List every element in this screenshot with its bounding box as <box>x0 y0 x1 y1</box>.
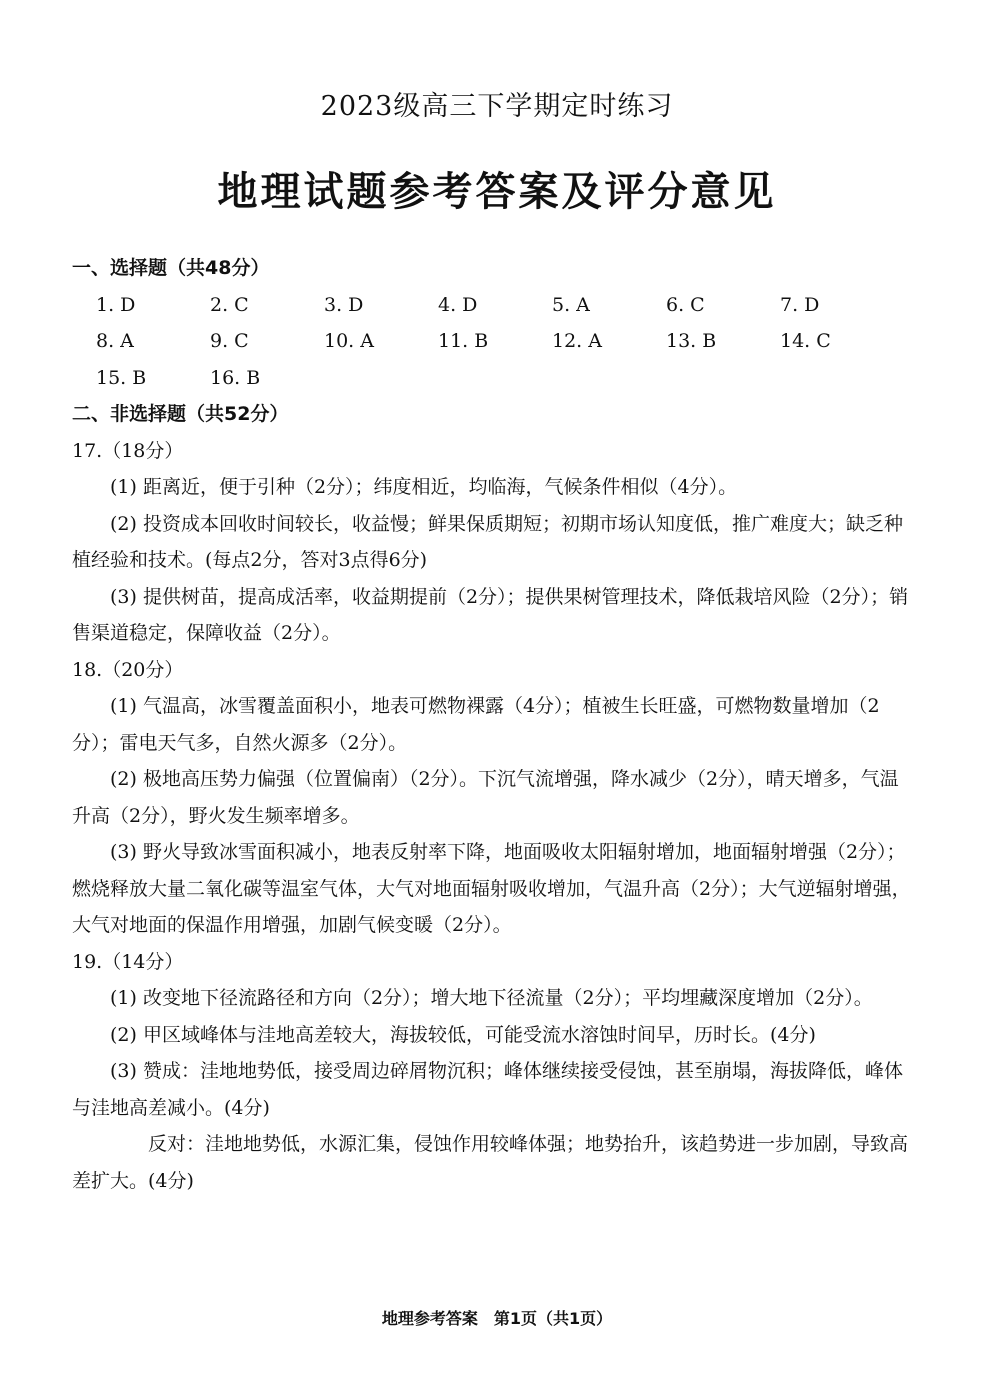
section-heading-nonchoice: 二、非选择题（共52分） <box>72 403 289 425</box>
question-17-answer-1: (1) 距离近，便于引种（2分）；纬度相近，均临海，气候条件相似（4分）。 <box>110 476 738 498</box>
question-18-answer-2: (2) 极地高压势力偏强（位置偏南）（2分）。下沉气流增强，降水减少（2分），晴天增多，气温升高（2分），野火发生频率增多。 <box>72 768 899 827</box>
page-footer: 地理参考答案 第1页（共1页） <box>381 1309 613 1328</box>
question-19-head: 19.（14分） <box>72 950 184 973</box>
choice-answer: 10. A <box>324 330 374 352</box>
question-17-answer-3: (3) 提供树苗，提高成活率，收益期提前（2分）；提供果树管理技术，降低栽培风险（2分）；销售渠道稳定，保障收益（2分）。 <box>72 585 909 644</box>
choice-answer: 15. B <box>96 366 147 389</box>
question-18-head: 18.（20分） <box>72 658 184 681</box>
choice-answer: 2. C <box>210 293 249 316</box>
choice-answer: 7. D <box>780 293 820 316</box>
question-19-answer-1: (1) 改变地下径流路径和方向（2分）；增大地下径流量（2分）；平均埋藏深度增加（2分）。 <box>110 987 873 1009</box>
answer-content <box>72 250 912 1199</box>
question-18-answer-1: (1) 气温高，冰雪覆盖面积小，地表可燃物裸露（4分）；植被生长旺盛，可燃物数量增加（2分）；雷电天气多，自然火源多（2分）。 <box>72 695 880 754</box>
choice-answer: 6. C <box>666 293 705 316</box>
choice-answer: 14. C <box>780 330 831 352</box>
choice-answer: 8. A <box>96 330 134 352</box>
choice-answer: 13. B <box>666 330 717 352</box>
question-19-answer-2: (2) 甲区域峰体与洼地高差较大，海拔较低，可能受流水溶蚀时间早，历时长。(4分) <box>110 1023 816 1046</box>
question-18-answer-3: (3) 野火导致冰雪面积减小，地表反射率下降，地面吸收太阳辐射增加，地面辐射增强（2分）；燃烧释放大量二氧化碳等温室气体，大气对地面辐射吸收增加，气温升高（2分）；大气逆辐射增强，大气对地面的保温作用增强，加剧气候变暖（2分）。 <box>72 841 911 936</box>
question-17-answer-2: (2) 投资成本回收时间较长，收益慢；鲜果保质期短；初期市场认知度低，推广难度大；缺乏种植经验和技术。(每点2分，答对3点得6分) <box>72 512 903 571</box>
choice-answer: 5. A <box>552 293 590 316</box>
choice-answer: 4. D <box>438 293 478 316</box>
choice-answer: 9. C <box>210 330 249 352</box>
question-19-answer-4: 反对：洼地地势低，水源汇集，侵蚀作用较峰体强；地势抬升，该趋势进一步加剧，导致高差扩大。(4分) <box>72 1133 909 1192</box>
choice-answer: 3. D <box>324 293 364 316</box>
question-17-head: 17.（18分） <box>72 439 184 462</box>
choice-answer: 11. B <box>438 330 489 352</box>
choice-answer: 1. D <box>96 293 136 316</box>
page-title: 地理试题参考答案及评分意见 <box>217 169 777 215</box>
exam-subtitle: 2023级高三下学期定时练习 <box>320 91 674 122</box>
question-19-answer-3: (3) 赞成：洼地地势低，接受周边碎屑物沉积；峰体继续接受侵蚀，甚至崩塌，海拔降低，峰体与洼地高差减小。(4分) <box>72 1060 903 1119</box>
choice-answer-grid <box>72 287 912 397</box>
choice-answer: 12. A <box>552 330 602 352</box>
section-heading-choice: 一、选择题（共48分） <box>72 257 270 279</box>
choice-answer: 16. B <box>210 366 261 389</box>
